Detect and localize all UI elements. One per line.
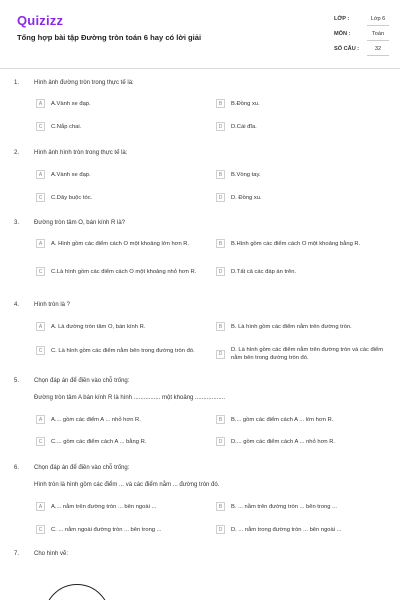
question-number: 6. xyxy=(14,465,20,471)
option-text: A.... gồm các điểm A ... nhỏ hơn R. xyxy=(51,416,141,423)
option-b[interactable] xyxy=(216,99,391,108)
option-text: B.... gồm các điểm cách A ... lớn hơn R. xyxy=(231,416,334,423)
option-a[interactable] xyxy=(36,502,201,511)
option-a[interactable] xyxy=(36,322,201,331)
circle-figure xyxy=(44,584,110,600)
option-text: D.Tất cả các đáp án trên. xyxy=(231,268,297,275)
option-letter-box: B xyxy=(216,502,225,511)
option-letter-box: D xyxy=(216,437,225,446)
option-b[interactable] xyxy=(216,170,391,179)
meta-count-value: 32 xyxy=(374,46,382,52)
option-d[interactable] xyxy=(216,525,391,534)
meta-count xyxy=(334,46,382,52)
meta-subject-value: Toán xyxy=(371,31,385,37)
option-text: C.Là hình gồm các điểm cách O một khoảng nhỏ hơn R. xyxy=(51,268,197,275)
option-letter-box: B xyxy=(216,239,225,248)
option-letter-box: B xyxy=(216,99,225,108)
question-number: 1. xyxy=(14,80,20,86)
quizizz-logo: Quizizz xyxy=(17,13,64,28)
option-letter-box: C xyxy=(36,525,45,534)
option-letter-box: C xyxy=(36,193,45,202)
meta-subject-underline xyxy=(367,40,389,41)
option-letter-box: D xyxy=(216,122,225,131)
option-letter-box: D xyxy=(216,350,225,359)
option-c[interactable] xyxy=(36,346,201,355)
option-text: D. Là hình gồm các điểm nằm trên đường tròn và các điểm nằm bên trong đường tròn đó. xyxy=(231,347,384,361)
option-letter-box: A xyxy=(36,239,45,248)
question-number: 3. xyxy=(14,220,20,226)
option-c[interactable] xyxy=(36,267,201,276)
header-divider xyxy=(0,68,400,69)
option-d[interactable] xyxy=(216,346,391,362)
option-b[interactable] xyxy=(216,239,391,248)
option-text: B. Là hình gồm các điểm nằm trên đường tròn. xyxy=(231,323,352,330)
option-text: A.Vành xe đạp. xyxy=(51,171,91,178)
meta-grade xyxy=(334,16,386,22)
option-letter-box: A xyxy=(36,322,45,331)
question-text: Chọn đáp án để điền vào chỗ trống: xyxy=(34,378,130,384)
question-text: Đường tròn tâm O, bán kính R là? xyxy=(34,220,125,226)
option-c[interactable] xyxy=(36,437,201,446)
meta-subject-label: MÔN : xyxy=(334,31,351,37)
question-text: Hình tròn là ? xyxy=(34,302,71,308)
option-text: C.Dây buộc tóc. xyxy=(51,194,93,201)
option-text: D. Đồng xu. xyxy=(231,194,262,201)
option-letter-box: A xyxy=(36,502,45,511)
option-text: D. ... nằm trong đường tròn ... bên ngoài ... xyxy=(231,526,342,533)
option-letter-box: B xyxy=(216,322,225,331)
question-text: Hình ảnh hình tròn trong thực tế là: xyxy=(34,150,128,156)
question-text: Hình ảnh đường tròn trong thực tế là: xyxy=(34,80,134,86)
meta-grade-value: Lớp 6 xyxy=(370,16,386,22)
option-letter-box: D xyxy=(216,267,225,276)
option-d[interactable] xyxy=(216,437,391,446)
option-text: B.Hình gồm các điểm cách O một khoảng bằng R. xyxy=(231,240,361,247)
option-c[interactable] xyxy=(36,193,201,202)
option-letter-box: B xyxy=(216,170,225,179)
option-letter-box: D xyxy=(216,193,225,202)
option-letter-box: C xyxy=(36,346,45,355)
option-a[interactable] xyxy=(36,239,201,248)
option-text: D.Cái đĩa. xyxy=(231,123,257,130)
question-subtext: Đường tròn tâm A bán kính R là hình ................ một khoảng .................. xyxy=(34,395,226,401)
option-letter-box: C xyxy=(36,437,45,446)
option-letter-box: C xyxy=(36,267,45,276)
question-number: 5. xyxy=(14,378,20,384)
meta-subject xyxy=(334,31,385,37)
question-number: 7. xyxy=(14,551,20,557)
question-number: 4. xyxy=(14,302,20,308)
option-c[interactable] xyxy=(36,525,201,534)
meta-count-label: SỐ CÂU : xyxy=(334,46,360,52)
option-b[interactable] xyxy=(216,415,391,424)
meta-count-underline xyxy=(367,55,389,56)
option-text: A. Là đường tròn tâm O, bán kính R. xyxy=(51,323,146,330)
option-text: D.... gồm các điểm cách A ... nhỏ hơn R. xyxy=(231,438,336,445)
question-text: Cho hình vẽ: xyxy=(34,551,69,557)
option-b[interactable] xyxy=(216,502,391,511)
option-d[interactable] xyxy=(216,122,391,131)
option-d[interactable] xyxy=(216,193,391,202)
option-b[interactable] xyxy=(216,322,391,331)
meta-grade-underline xyxy=(367,25,389,26)
option-letter-box: A xyxy=(36,415,45,424)
meta-grade-label: LỚP : xyxy=(334,16,350,22)
option-text: C. ... nằm ngoài đường tròn ... bên trong ... xyxy=(51,526,162,533)
option-c[interactable] xyxy=(36,122,201,131)
option-d[interactable] xyxy=(216,267,391,276)
option-text: B. ... nằm trên đường tròn ... bên trong ... xyxy=(231,503,337,510)
worksheet-header xyxy=(0,0,400,66)
option-text: A.Vành xe đạp. xyxy=(51,100,91,107)
question-number: 2. xyxy=(14,150,20,156)
option-text: C. Là hình gồm các điểm nằm bên trong đường tròn đó. xyxy=(51,347,195,354)
option-letter-box: B xyxy=(216,415,225,424)
option-text: B.Vòng tay. xyxy=(231,171,261,178)
option-letter-box: A xyxy=(36,99,45,108)
option-text: C.Nắp chai. xyxy=(51,123,82,130)
option-a[interactable] xyxy=(36,415,201,424)
option-text: C.... gồm các điểm cách A ... bằng R. xyxy=(51,438,147,445)
option-letter-box: C xyxy=(36,122,45,131)
worksheet-title: Tổng hợp bài tập Đường tròn toán 6 hay có lời giải xyxy=(17,33,202,42)
option-a[interactable] xyxy=(36,170,201,179)
question-text: Chọn đáp án để điền vào chỗ trống: xyxy=(34,465,130,471)
question-subtext: Hình tròn là hình gồm các điểm ... và các điểm nằm ... đường tròn đó. xyxy=(34,482,220,488)
option-text: A. Hình gồm các điểm cách O một khoảng lớn hơn R. xyxy=(51,240,190,247)
option-letter-box: A xyxy=(36,170,45,179)
option-a[interactable] xyxy=(36,99,201,108)
option-text: A.... nằm trên đường tròn ... bên ngoài ... xyxy=(51,503,157,510)
option-text: B.Đồng xu. xyxy=(231,100,260,107)
option-letter-box: D xyxy=(216,525,225,534)
